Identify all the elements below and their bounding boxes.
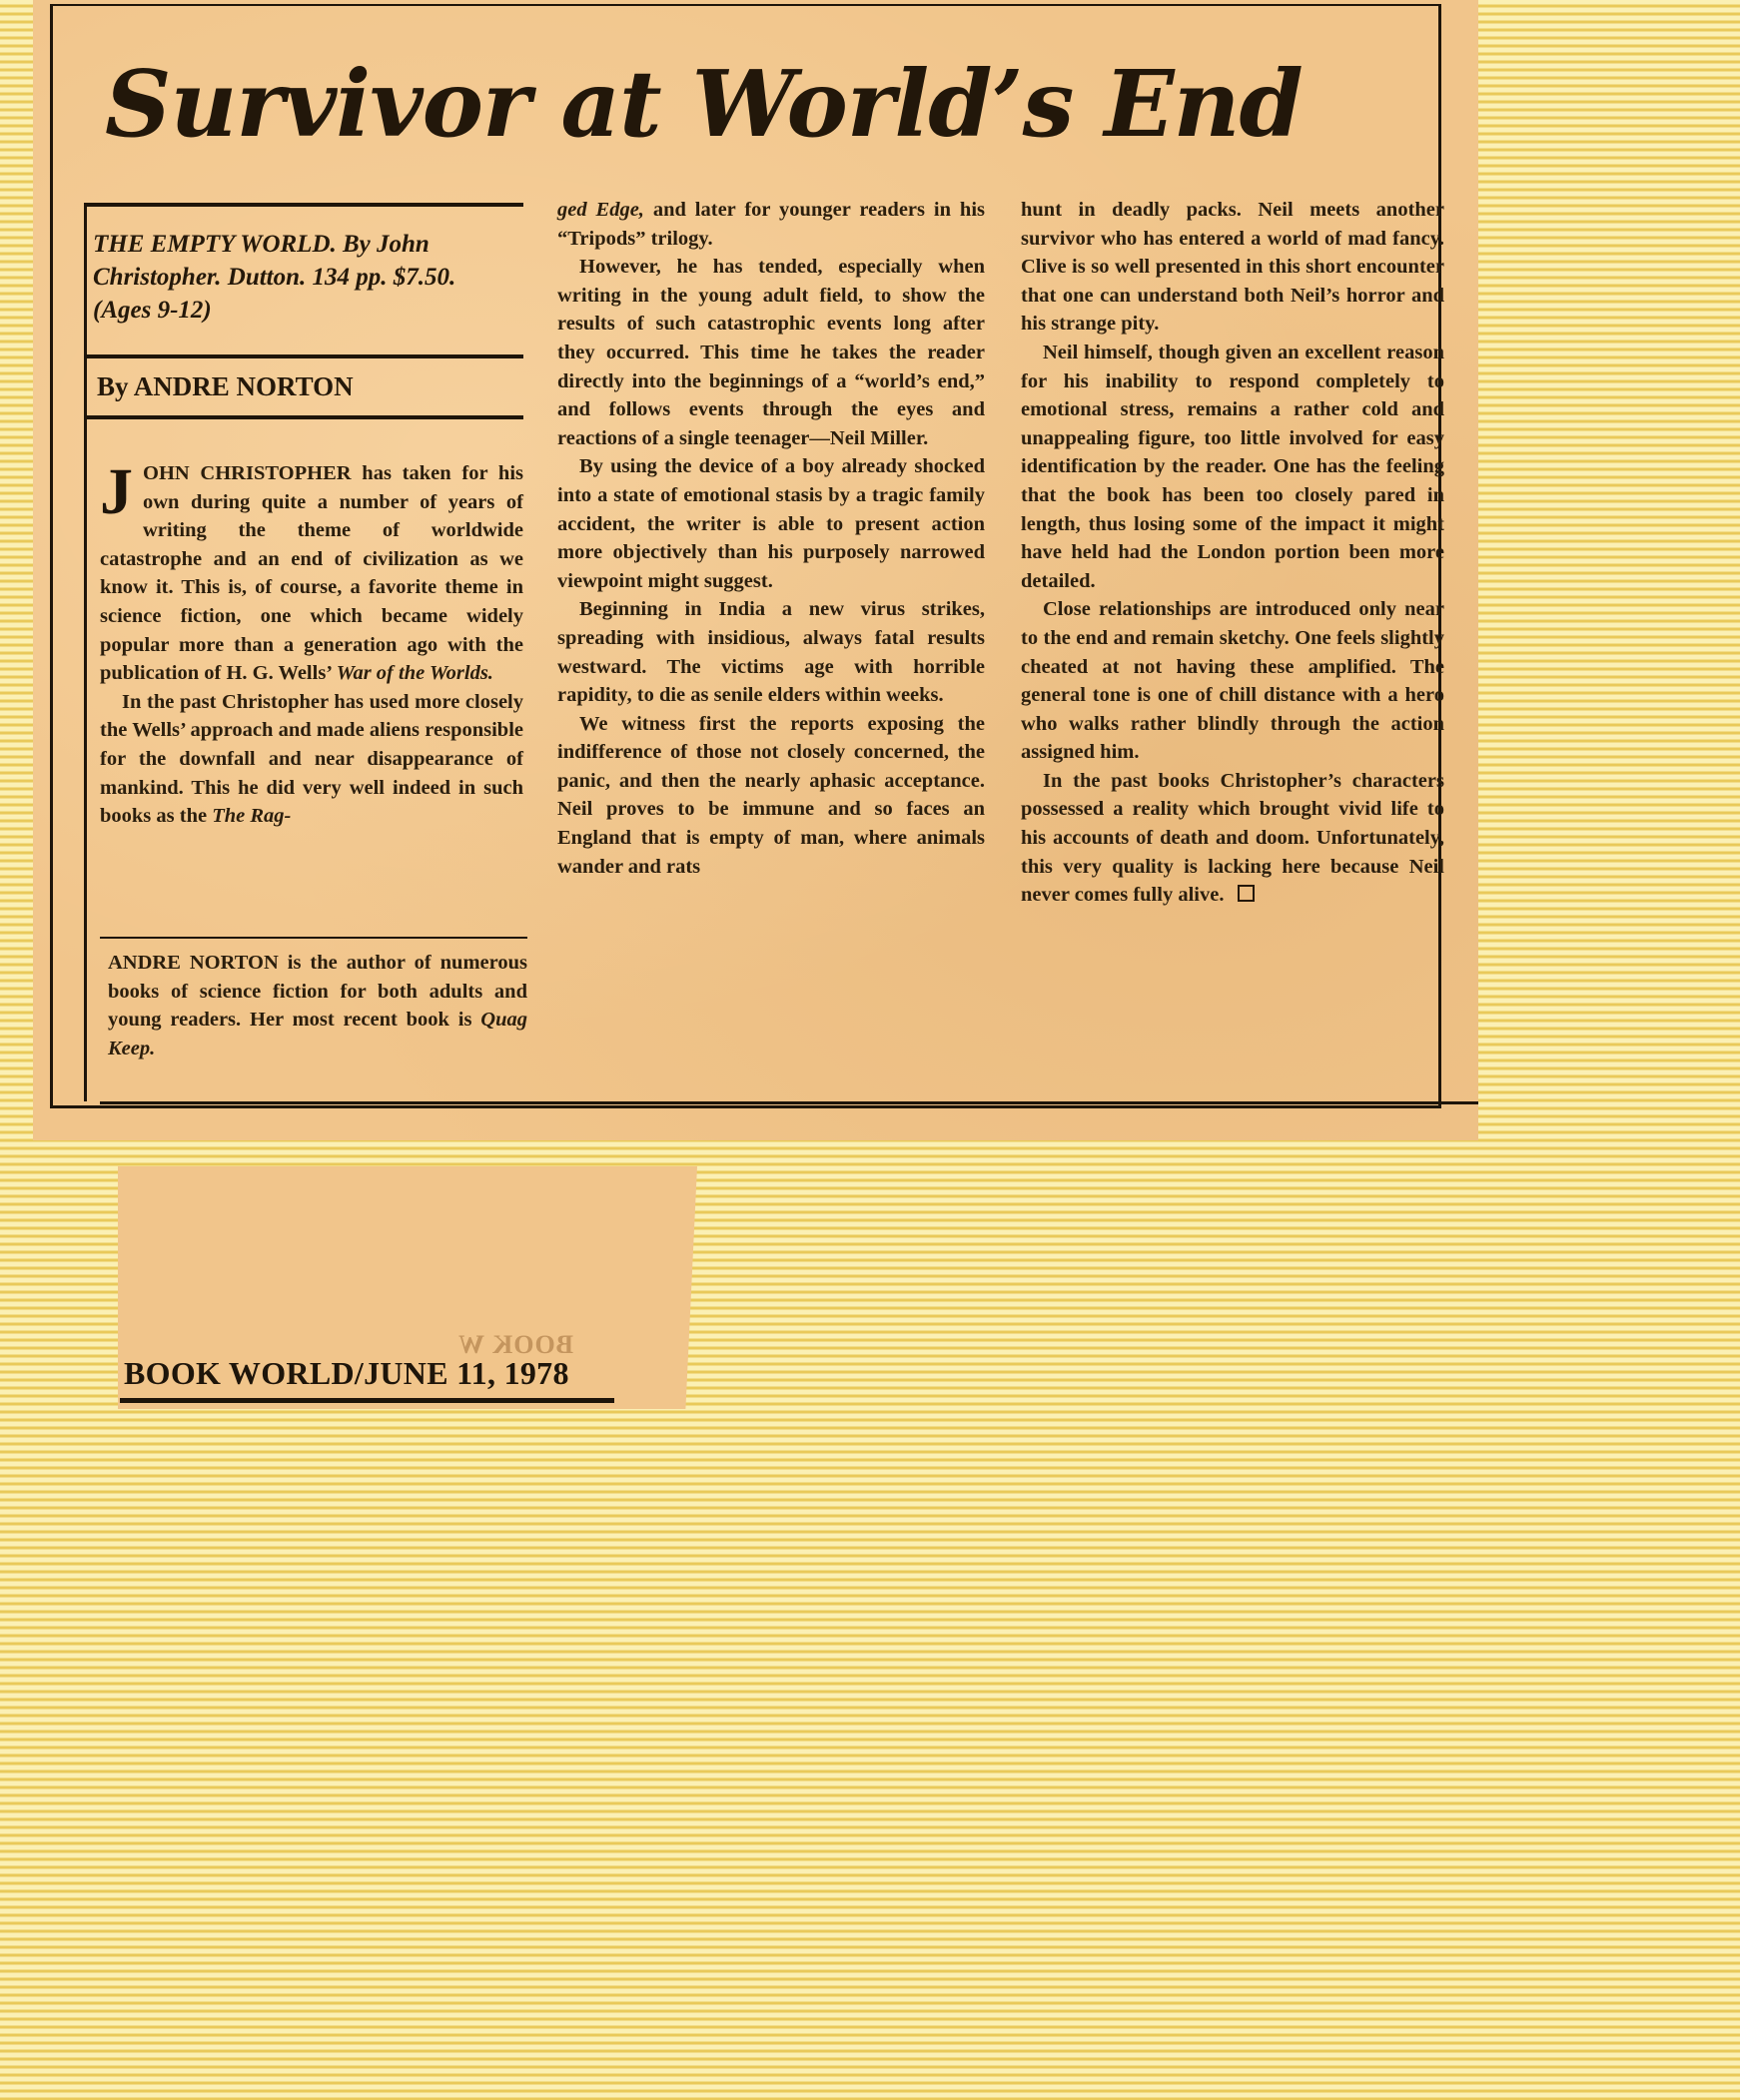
col2-paragraph-1: However, he has tended, especially when writing in the young adult field, to show the results of such catastrophic events long after they occurred. This time he takes the reader directly into the beginnings of a “world’s end,” and follows events through the eyes and reactions of a single teenager—Neil Miller.: [557, 256, 985, 449]
book-details: THE EMPTY WORLD. By John Christopher. Dutton. 134 pp. $7.50. (Ages 9-12): [93, 231, 456, 324]
col3-paragraph-0: hunt in deadly packs. Neil meets another survivor who has entered a world of mad fancy. Clive is so well presented in this short encounter that one can understand both Neil’s horror and his strange pity.: [1021, 199, 1444, 336]
col3-paragraph-2: Close relationships are introduced only near to the end and remain sketchy. One feels slightly cheated at not having these amplified. The general tone is one of chill distance with a hero who walks rather blindly through the action assigned him.: [1021, 598, 1444, 764]
rule-below-byline: [84, 415, 523, 419]
rule-top-left: [84, 203, 523, 207]
drop-cap: J: [100, 455, 133, 528]
col1-p1-title: War of the Worlds.: [336, 662, 493, 685]
source-label: BOOK WORLD/JUNE 11, 1978: [124, 1355, 569, 1391]
column-1: [100, 455, 523, 831]
col2-paragraph-3: Beginning in India a new virus strikes, spreading with insidious, always fatal results westward. The victims age with horrible rapidity, to die as senile elders within weeks.: [557, 598, 985, 707]
col1-p1-text: OHN CHRISTOPHER has taken for his own during quite a number of years of writing the theme of worldwide catastrophe and an end of civilization as we know it. This is, of course, a favorite theme in science fiction, one which became widely popular more than a generation ago with the publication of H. G. Wells’: [100, 462, 523, 685]
source-underline: [120, 1398, 614, 1403]
col1-p2-text: In the past Christopher has used more closely the Wells’ approach and made aliens responsible for the downfall and near disappearance of mankind. This he did very well indeed in such books as the: [100, 690, 523, 828]
rule-above-bio: [100, 937, 527, 939]
col2-p0-text: and later for younger readers in his “Tripods” trilogy.: [557, 199, 986, 250]
col1-p2-title: The Rag-: [212, 805, 292, 828]
end-mark-icon: [1238, 885, 1255, 902]
col3-paragraph-3: [1021, 767, 1444, 910]
show-through-text: BOOK W: [457, 1330, 574, 1359]
col1-paragraph-1: [100, 455, 523, 688]
bio-book: Quag Keep.: [108, 1009, 528, 1059]
col1-paragraph-2: [100, 688, 523, 831]
column-2: [557, 196, 985, 881]
headline: Survivor at World’s End: [105, 50, 1303, 158]
author-bio: [108, 949, 527, 1062]
rule-left-sidebar: [84, 203, 87, 1101]
byline: By ANDRE NORTON: [97, 371, 354, 401]
col2-p0-title: ged Edge,: [557, 199, 644, 221]
col3-p3-text: In the past books Christopher’s characters possessed a reality which brought vivid life to his accounts of death and doom. Unfortunately, this very quality is lacking here because Neil never comes fully alive.: [1021, 769, 1444, 907]
col2-paragraph-0: [557, 196, 985, 253]
col2-paragraph-4: We witness first the reports exposing the indifference of those not closely concerned, the panic, and then the nearly aphasic acceptance. Neil proves to be immune and so faces an England that is empty of man, where animals wander and rats: [557, 712, 985, 878]
col3-paragraph-1: Neil himself, though given an excellent reason for his inability to respond completely to emotional stress, remains a rather cold and unappealing figure, too little involved for easy identification by the reader. One has the feeling that the book has been too closely pared in length, thus losing some of the impact it might have held had the London portion been more detailed.: [1021, 341, 1444, 592]
col2-paragraph-2: By using the device of a boy already shocked into a state of emotional stasis by a tragic family accident, the writer is able to present action more objectively than his purposely narrowed viewpoint might suggest.: [557, 455, 985, 592]
bio-text: ANDRE NORTON is the author of numerous books of science fiction for both adults and young readers. Her most recent book is: [108, 952, 527, 1032]
rule-bottom: [100, 1101, 1478, 1104]
column-3: [1021, 196, 1444, 910]
rule-below-title: [84, 354, 523, 358]
